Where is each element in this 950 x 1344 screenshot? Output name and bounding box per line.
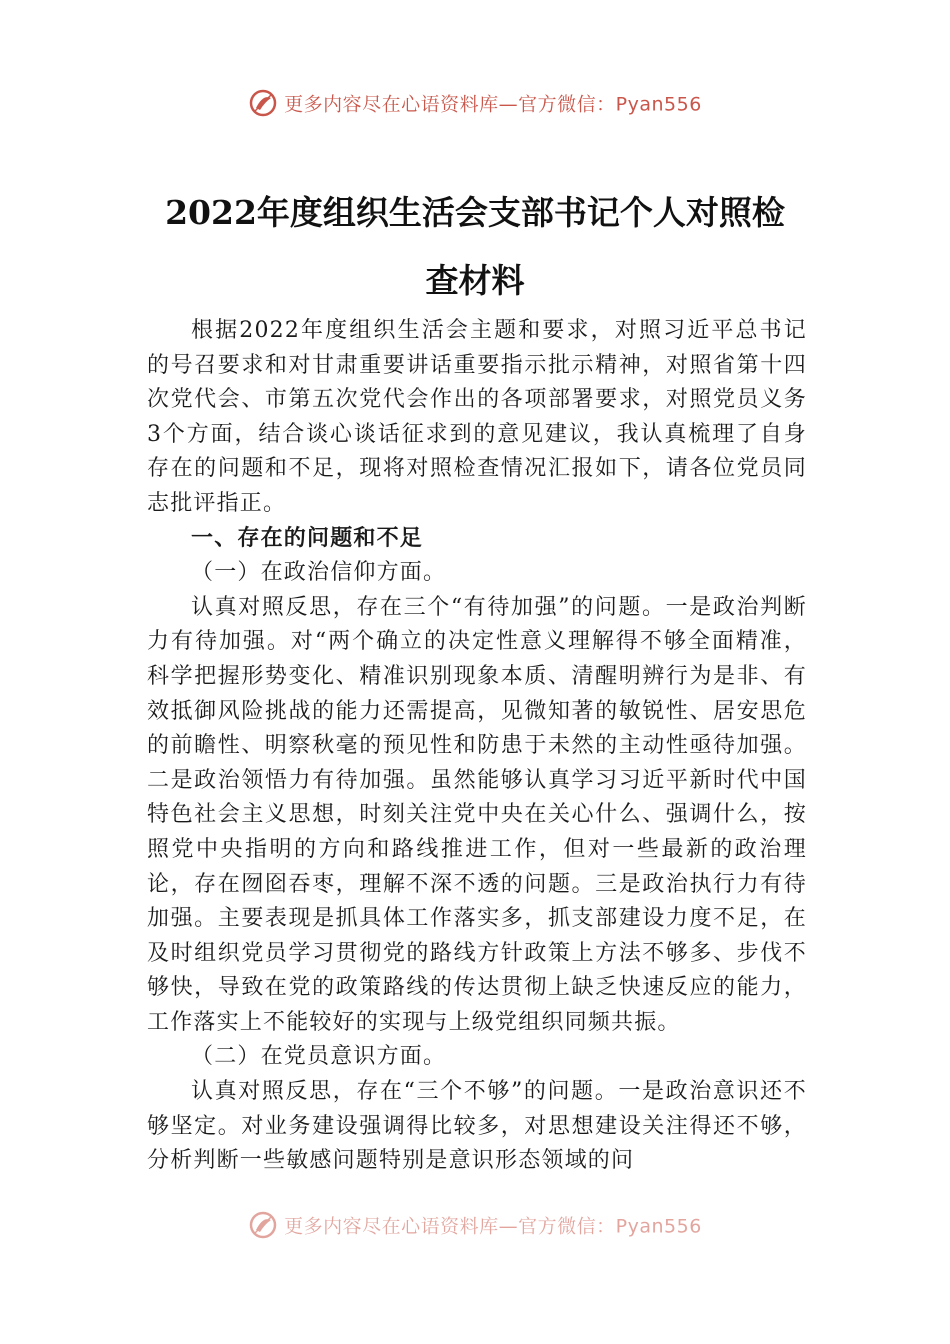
logo-icon — [248, 1210, 278, 1240]
paragraph-intro: 根据2022年度组织生活会主题和要求，对照习近平总书记的号召要求和对甘肃重要讲话重要指示批示精神，对照省第十四次党代会、市第五次党代会作出的各项部署要求，对照党员义务3个方面，结合谈心谈话征求到的意见建议，我认真梳理了自身存在的问题和不足，现将对照检查情况汇报如下，请各位党员同志批评指正。 — [147, 318, 807, 516]
watermark-footer — [0, 1210, 950, 1240]
paragraph-body: 认真对照反思，存在“三个不够”的问题。一是政治意识还不够坚定。对业务建设强调得比较多，对思想建设关注得还不够，分析判断一些敏感问题特别是意识形态领域的问 — [147, 1079, 807, 1174]
watermark-header — [0, 88, 950, 118]
document-title-line2: 查材料 — [425, 261, 525, 300]
paragraph-body: 认真对照反思，存在三个“有待加强”的问题。一是政治判断力有待加强。对“两个确立的决定性意义理解得不够全面精准，科学把握形势变化、精准识别现象本质、清醒明辨行为是非、有效抵御风险挑战的能力还需提高，见微知著的敏锐性、居安思危的前瞻性、明察秋毫的预见性和防患于未然的主动性亟待加强。二是政治领悟力有待加强。虽然能够认真学习习近平新时代中国特色社会主义思想，时刻关注党中央在关心什么、强调什么，按照党中央指明的方向和路线推进工作，但对一些最新的政治理论，存在囫囵吞枣，理解不深不透的问题。三是政治执行力有待加强。主要表现是抓具体工作落实多，抓支部建设力度不足，在及时组织党员学习贯彻党的路线方针政策上方法不够多、步伐不够快，导致在党的政策路线的传达贯彻上缺乏快速反应的能力，工作落实上不能较好的实现与上级党组织同频共振。 — [147, 594, 807, 1035]
section-heading: 一、存在的问题和不足 — [191, 525, 424, 551]
logo-icon — [248, 88, 278, 118]
document-body — [147, 314, 807, 1179]
document-title-line1: 2022年度组织生活会支部书记个人对照检 — [165, 193, 785, 232]
subsection-heading: （二）在党员意识方面。 — [191, 1044, 447, 1070]
subsection-heading: （一）在政治信仰方面。 — [191, 560, 447, 586]
watermark-text: 更多内容尽在心语资料库—官方微信：Pyan556 — [284, 93, 702, 116]
watermark-text: 更多内容尽在心语资料库—官方微信：Pyan556 — [284, 1215, 702, 1238]
